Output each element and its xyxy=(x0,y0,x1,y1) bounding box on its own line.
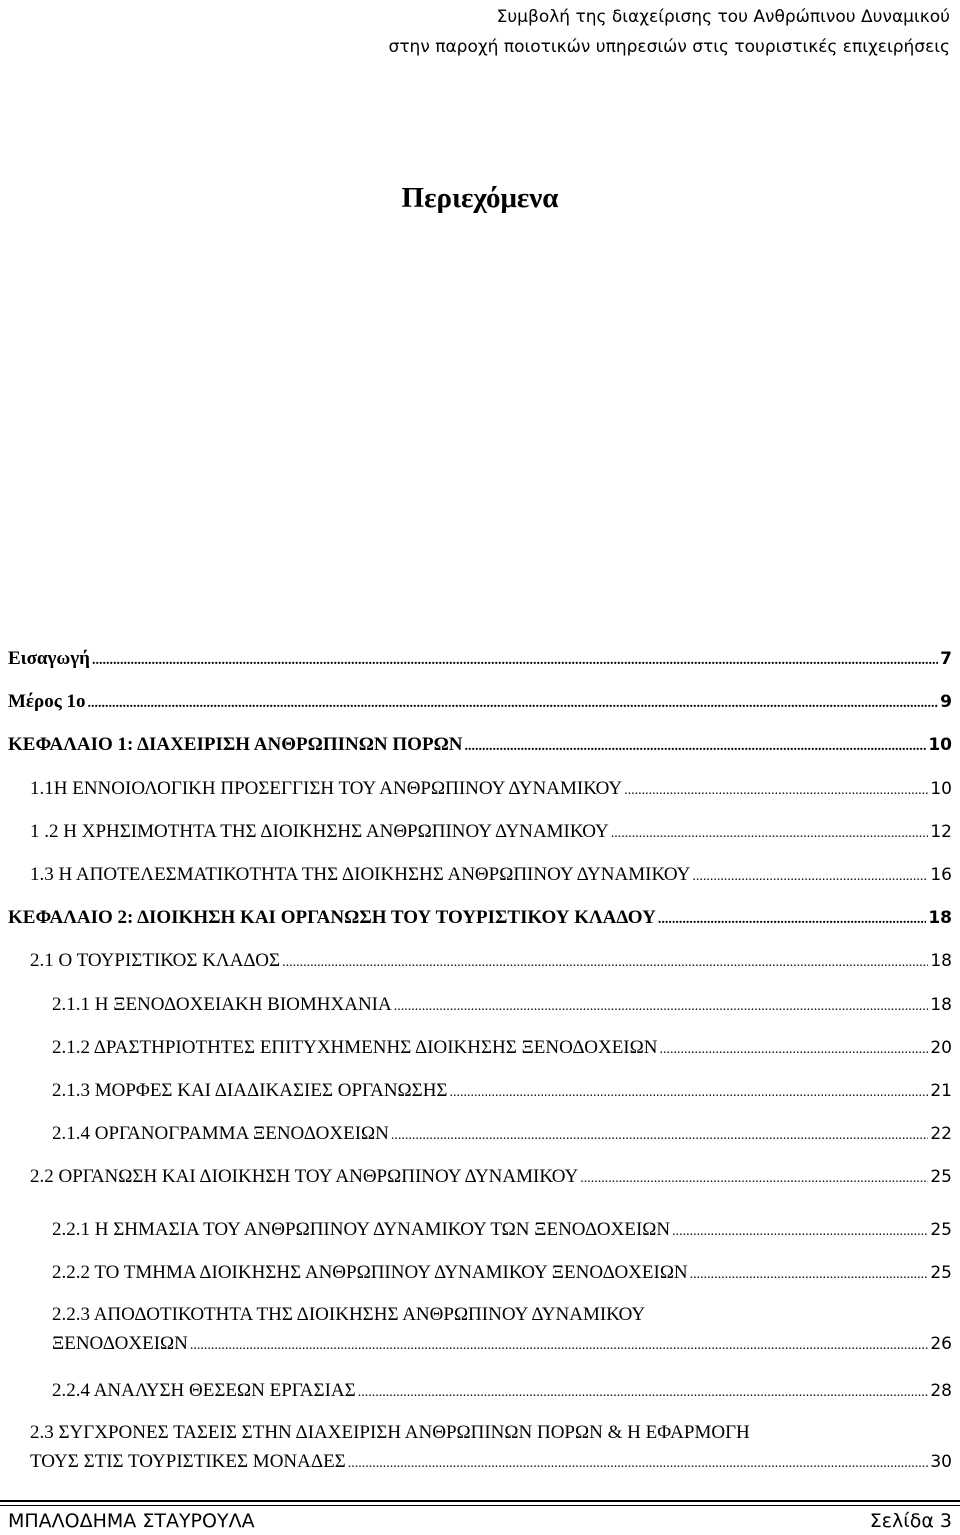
footer-author: ΜΠΑΛΟΔΗΜΑ ΣΤΑΥΡΟΥΛΑ xyxy=(8,1510,255,1532)
toc-entry-title-line-1: 2.3 ΣΥΓΧΡΟΝΕΣ ΤΑΣΕΙΣ ΣΤΗΝ ΔΙΑΧΕΙΡΙΣΗ ΑΝΘΡΩΠΙΝΩΝ ΠΟΡΩΝ & Η ΕΦΑΡΜΟΓΗ xyxy=(30,1422,750,1443)
toc-title: Περιεχόμενα xyxy=(401,182,559,214)
toc-entry[interactable] xyxy=(52,1259,952,1287)
toc-entry-title: 2.2 ΟΡΓΑΝΩΣΗ ΚΑΙ ΔΙΟΙΚΗΣΗ ΤΟΥ ΑΝΘΡΩΠΙΝΟΥ ΔΥΝΑΜΙΚΟΥ xyxy=(30,1166,579,1187)
toc-entry-title: 2.1 Ο ΤΟΥΡΙΣΤΙΚΟΣ ΚΛΑΔΟΣ xyxy=(30,950,281,971)
toc-entry-page: 12 xyxy=(930,822,952,842)
toc-entry-page: 22 xyxy=(930,1124,952,1144)
toc-entry[interactable] xyxy=(8,688,952,716)
toc-entry[interactable] xyxy=(52,1300,952,1358)
toc-entry-title: 2.2.1 Η ΣΗΜΑΣΙΑ ΤΟΥ ΑΝΘΡΩΠΙΝΟΥ ΔΥΝΑΜΙΚΟΥ ΤΩΝ ΞΕΝΟΔΟΧΕΙΩΝ xyxy=(52,1219,671,1240)
toc-entry-page: 25 xyxy=(930,1167,952,1187)
toc-entry-title: Εισαγωγή xyxy=(8,648,90,669)
toc-entry-title: ΤΟΥΣ ΣΤΙΣ ΤΟΥΡΙΣΤΙΚΕΣ ΜΟΝΑΔΕΣ xyxy=(30,1451,346,1472)
toc-entry[interactable] xyxy=(52,991,952,1019)
toc-entry-page: 9 xyxy=(940,692,952,712)
toc-entry-page: 20 xyxy=(930,1038,952,1058)
toc-entry-page: 18 xyxy=(928,908,952,928)
toc-entry-page: 10 xyxy=(928,735,952,755)
toc-entry-title: 1.1Η ΕΝΝΟΙΟΛΟΓΙΚΗ ΠΡΟΣΕΓΓΙΣΗ ΤΟΥ ΑΝΘΡΩΠΙΝΟΥ ΔΥΝΑΜΙΚΟΥ xyxy=(30,778,623,799)
toc-entry-title: 1.3 Η ΑΠΟΤΕΛΕΣΜΑΤΙΚΟΤΗΤΑ ΤΗΣ ΔΙΟΙΚΗΣΗΣ ΑΝΘΡΩΠΙΝΟΥ ΔΥΝΑΜΙΚΟΥ xyxy=(30,864,691,885)
toc-entry[interactable] xyxy=(8,904,952,932)
toc-entry[interactable] xyxy=(8,645,952,673)
toc-entry[interactable] xyxy=(30,775,952,803)
toc-entry[interactable] xyxy=(30,818,952,846)
toc-entry-page: 18 xyxy=(930,995,952,1015)
toc-entry-page: 10 xyxy=(930,779,952,799)
header-line-2: στην παροχή ποιοτικών υπηρεσιών στις τουριστικές επιχειρήσεις xyxy=(388,37,950,57)
toc-entry-page: 25 xyxy=(930,1220,952,1240)
toc-entry-title: 2.1.3 ΜΟΡΦΕΣ ΚΑΙ ΔΙΑΔΙΚΑΣΙΕΣ ΟΡΓΑΝΩΣΗΣ xyxy=(52,1080,448,1101)
toc-entry[interactable] xyxy=(30,947,952,975)
toc-entry-page: 21 xyxy=(930,1081,952,1101)
toc-entry[interactable] xyxy=(52,1034,952,1062)
footer-rule xyxy=(0,1500,960,1506)
toc-entry-title: ΚΕΦΑΛΑΙΟ 1: ΔΙΑΧΕΙΡΙΣΗ ΑΝΘΡΩΠΙΝΩΝ ΠΟΡΩΝ xyxy=(8,734,463,755)
toc-entry-page: 16 xyxy=(930,865,952,885)
toc-entry-page: 25 xyxy=(930,1263,952,1283)
toc-entry[interactable] xyxy=(52,1216,952,1244)
toc-entry-title: 2.2.4 ΑΝΑΛΥΣΗ ΘΕΣΕΩΝ ΕΡΓΑΣΙΑΣ xyxy=(52,1380,356,1401)
toc-entry-title: 2.1.1 Η ΞΕΝΟΔΟΧΕΙΑΚΗ ΒΙΟΜΗΧΑΝΙΑ xyxy=(52,994,392,1015)
toc-entry-title: 2.1.2 ΔΡΑΣΤΗΡΙΟΤΗΤΕΣ ΕΠΙΤΥΧΗΜΕΝΗΣ ΔΙΟΙΚΗΣΗΣ ΞΕΝΟΔΟΧΕΙΩΝ xyxy=(52,1037,658,1058)
toc-entry[interactable] xyxy=(52,1077,952,1105)
toc-entry[interactable] xyxy=(30,1418,952,1476)
toc-entry-title: 2.1.4 ΟΡΓΑΝΟΓΡΑΜΜΑ ΞΕΝΟΔΟΧΕΙΩΝ xyxy=(52,1123,389,1144)
header-line-1: Συμβολή της διαχείρισης του Ανθρώπινου Δυναμικού xyxy=(496,7,950,27)
toc-entry[interactable] xyxy=(52,1377,952,1405)
toc-entry-title: ΞΕΝΟΔΟΧΕΙΩΝ xyxy=(52,1333,188,1354)
toc-entry-page: 26 xyxy=(930,1334,952,1354)
running-header xyxy=(389,2,950,62)
toc-entry-title: 1 .2 Η ΧΡΗΣΙΜΟΤΗΤΑ ΤΗΣ ΔΙΟΙΚΗΣΗΣ ΑΝΘΡΩΠΙΝΟΥ ΔΥΝΑΜΙΚΟΥ xyxy=(30,821,609,842)
toc-entry[interactable] xyxy=(30,861,952,889)
toc-entry-page: 18 xyxy=(930,951,952,971)
toc-entry-page: 30 xyxy=(930,1452,952,1472)
toc-entry-title-line-1: 2.2.3 ΑΠΟΔΟΤΙΚΟΤΗΤΑ ΤΗΣ ΔΙΟΙΚΗΣΗΣ ΑΝΘΡΩΠΙΝΟΥ ΔΥΝΑΜΙΚΟΥ xyxy=(52,1304,646,1325)
toc-entry[interactable] xyxy=(8,731,952,759)
toc-entry-title: ΚΕΦΑΛΑΙΟ 2: ΔΙΟΙΚΗΣΗ ΚΑΙ ΟΡΓΑΝΩΣΗ ΤΟΥ ΤΟΥΡΙΣΤΙΚΟΥ ΚΛΑΔΟΥ xyxy=(8,907,656,928)
toc-entry-title: Μέρος 1ο xyxy=(8,691,86,712)
toc-entry[interactable] xyxy=(52,1120,952,1148)
toc-entry-page: 28 xyxy=(930,1381,952,1401)
toc-entry[interactable] xyxy=(30,1163,952,1191)
toc-entry-page: 7 xyxy=(940,649,952,669)
toc-entry-title: 2.2.2 ΤΟ ΤΜΗΜΑ ΔΙΟΙΚΗΣΗΣ ΑΝΘΡΩΠΙΝΟΥ ΔΥΝΑΜΙΚΟΥ ΞΕΝΟΔΟΧΕΙΩΝ xyxy=(52,1262,688,1283)
footer-page-number: Σελίδα 3 xyxy=(869,1510,952,1532)
